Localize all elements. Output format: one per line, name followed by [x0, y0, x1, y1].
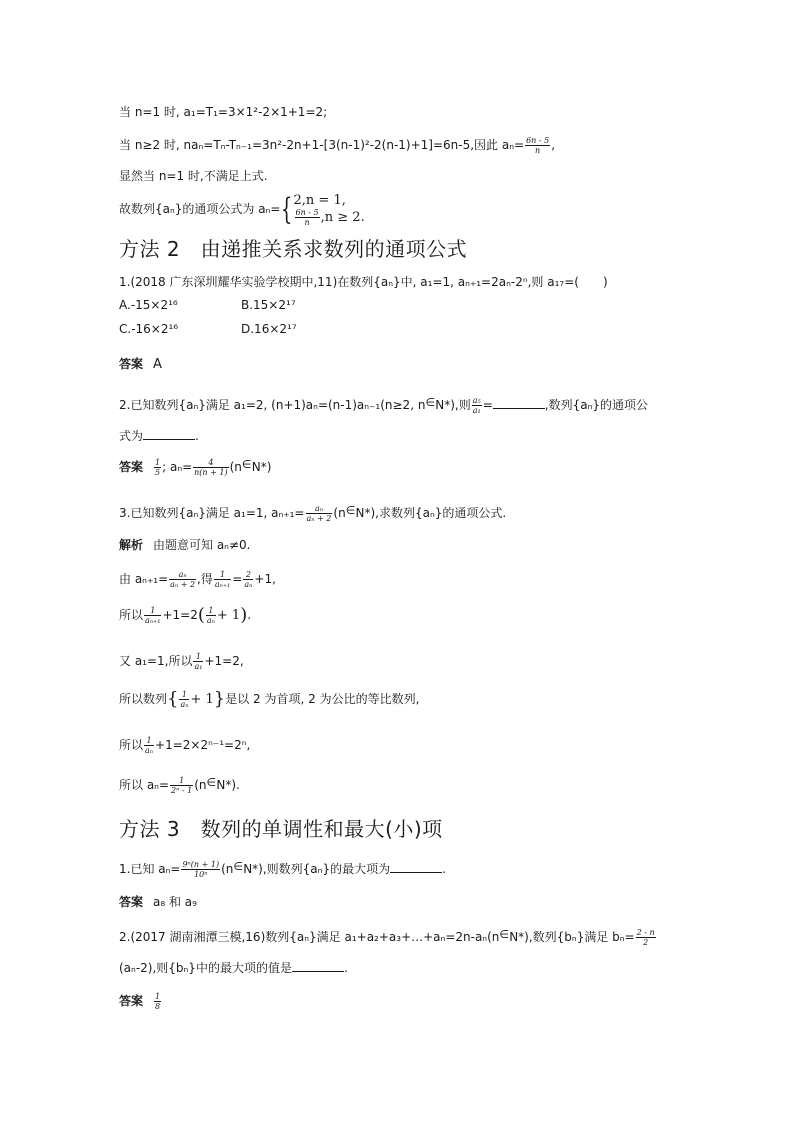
- s2-question-2-end: ,数列{aₙ}的通项公: [544, 398, 649, 412]
- fraction-6n-5-over-n: [525, 136, 550, 155]
- fraction: [170, 776, 193, 795]
- fraction-numerator: 1: [170, 776, 193, 786]
- s2-question-2-mid: N*),则: [435, 398, 471, 412]
- solution-line-4-end: +1=2,: [204, 654, 244, 668]
- option-c: C.-16×2¹⁶: [119, 322, 179, 336]
- fraction: [179, 690, 189, 709]
- solution-line-6-text: 所以: [119, 738, 144, 752]
- period: .: [195, 429, 199, 443]
- solution-line-6: [119, 736, 250, 755]
- solution-line-7-text: 所以 aₙ=: [119, 778, 170, 792]
- fraction-denominator: n: [304, 217, 310, 227]
- case-2-condition: ,n ≥ 2.: [320, 209, 365, 225]
- answer-label: 答案: [119, 460, 144, 474]
- equals-sign: =: [232, 572, 243, 586]
- fraction: [144, 606, 161, 625]
- fraction-numerator: 4: [193, 458, 228, 468]
- right-paren: ): [240, 604, 248, 626]
- answer-blank[interactable]: [493, 398, 545, 409]
- case-1: 2,n = 1,: [293, 192, 346, 208]
- fraction-a5-over-a1: [472, 396, 482, 415]
- fraction-numerator: 9ⁿ(n + 1): [182, 860, 220, 869]
- fraction-numerator: a₅: [472, 396, 481, 405]
- s3-question-1: [119, 860, 446, 879]
- intro-line-4: [119, 192, 365, 226]
- solution-line-3-text: 所以: [119, 608, 144, 622]
- s3-question-2-line-2-text: (aₙ-2),则{bₙ}中的最大项的值是: [119, 961, 292, 975]
- solution-line-2-text: 由 aₙ₊₁=: [119, 572, 169, 586]
- fraction-numerator: 1: [144, 736, 154, 746]
- fraction: [243, 570, 253, 589]
- fraction-numerator: 1: [155, 992, 161, 1001]
- solution-line-2: [119, 570, 276, 589]
- plus-one: + 1: [190, 692, 214, 707]
- fraction: [144, 736, 154, 755]
- fraction-an-over-an-plus-2: [306, 504, 333, 523]
- fraction-numerator: 2 - n: [636, 928, 655, 937]
- fraction: [181, 860, 220, 879]
- case-2-fraction: [295, 208, 320, 227]
- intro-line-2: [119, 136, 555, 155]
- period: .: [247, 608, 252, 622]
- fraction-numerator: 2: [243, 570, 253, 580]
- period: .: [343, 961, 348, 975]
- fraction-denominator: aₙ: [206, 616, 215, 625]
- fraction-denominator: 10ⁿ: [194, 870, 208, 879]
- element-of-glyph: ∈: [241, 458, 252, 471]
- fraction-denominator: aₙ₊₁: [145, 616, 161, 625]
- option-a: A.-15×2¹⁶: [119, 298, 178, 312]
- fraction-numerator: 1: [214, 570, 231, 580]
- s2-question-2: [119, 396, 648, 415]
- answer-label: 答案: [119, 994, 144, 1008]
- fraction-denominator: 5: [155, 468, 161, 477]
- answer-blank[interactable]: [390, 862, 442, 873]
- right-brace: }: [213, 688, 226, 710]
- answer-mid: ; aₙ=: [162, 460, 193, 474]
- solution-line-3: [119, 606, 251, 625]
- s2-question-1: [119, 274, 608, 290]
- section-3-title: 方法 3 数列的单调性和最大(小)项: [119, 817, 443, 841]
- fraction-denominator: aₙ: [145, 746, 154, 755]
- s2-q1-answer: [119, 356, 162, 373]
- answer-label: 答案: [119, 895, 144, 909]
- answer-value: A: [153, 357, 162, 372]
- intro-line-4-text: 故数列{aₙ}的通项公式为 aₙ=: [119, 202, 281, 216]
- s2-q1-options-row-1: [119, 297, 296, 313]
- fraction-denominator: 2ⁿ - 1: [171, 786, 193, 795]
- fraction-numerator: aₙ: [306, 504, 333, 514]
- s2-question-3-end: N*),求数列{aₙ}的通项公式.: [355, 506, 507, 520]
- s2-question-2-text: 2.已知数列{aₙ}满足 a₁=2, (n+1)aₙ=(n-1)aₙ₋₁(n≥2, n: [119, 398, 426, 412]
- fraction-denominator: aₙ + 2: [170, 580, 196, 589]
- fraction-denominator: a₁: [194, 662, 203, 671]
- solution-line-7-end: N*).: [216, 778, 240, 792]
- fraction-denominator: a₁: [472, 406, 481, 415]
- s2-question-2-line-2: [119, 428, 199, 444]
- fraction-denominator: 8: [155, 1002, 161, 1011]
- fraction: [206, 606, 216, 625]
- case-2: [294, 208, 365, 227]
- fraction-1-over-5: [154, 458, 161, 477]
- solution-line-5-text: 所以数列: [119, 692, 168, 706]
- solution-line-4-text: 又 a₁=1,所以: [119, 654, 193, 668]
- fraction-denominator: aₙ + 2: [306, 514, 332, 523]
- s3-q2-answer: [119, 992, 162, 1011]
- intro-line-1: [119, 104, 327, 120]
- left-paren: (: [197, 604, 205, 626]
- option-d: D.16×2¹⁷: [241, 322, 297, 336]
- answer-label: 答案: [119, 357, 144, 371]
- fraction-numerator: 6n - 5: [526, 136, 550, 145]
- element-of-glyph: ∈: [233, 860, 243, 873]
- section-2-title: 方法 2 由递推关系求数列的通项公式: [119, 237, 468, 261]
- fraction-numerator: 1: [206, 606, 216, 616]
- text-de: ,得: [197, 572, 213, 586]
- solution-line-2-end: +1,: [254, 572, 276, 586]
- element-of-glyph: ∈: [499, 928, 509, 941]
- answer-blank[interactable]: [143, 429, 195, 440]
- fraction-denominator: 2: [643, 938, 649, 947]
- fraction-1-over-8: [154, 992, 161, 1011]
- fraction-numerator: 1: [179, 690, 189, 700]
- s2-question-2-line-2-text: 式为: [119, 429, 144, 443]
- fraction-denominator: aₙ: [180, 700, 189, 709]
- element-of-glyph: ∈: [425, 396, 436, 409]
- element-of-glyph: ∈: [345, 504, 356, 517]
- fraction: [169, 570, 196, 589]
- fraction-4-over-n-n-plus-1: [193, 458, 228, 477]
- plus-one: + 1: [216, 608, 241, 623]
- solution-line-3-mid: +1=2: [162, 608, 198, 622]
- s3-question-2-text: 2.(2017 湖南湘潭三模,16)数列{aₙ}满足 a₁+a₂+a₃+…+aₙ=2n-aₙ(n: [119, 930, 500, 944]
- answer-value: a₈ 和 a₉: [153, 895, 197, 909]
- intro-line-1-text: 当 n=1 时, a₁=T₁=3×1²-2×1+1=2;: [119, 105, 328, 119]
- condition-start: (n: [194, 778, 207, 792]
- s2-question-3-text: 3.已知数列{aₙ}满足 a₁=1, aₙ₊₁=: [119, 506, 305, 520]
- equals-sign: =: [482, 398, 493, 412]
- solution-line-1-text: 由题意可知 aₙ≠0.: [153, 538, 251, 552]
- fraction-numerator: aₙ: [169, 570, 196, 580]
- answer-condition-end: N*): [251, 460, 272, 474]
- intro-line-2-text: 当 n≥2 时, naₙ=Tₙ-Tₙ₋₁=3n²-2n+1-[3(n-1)²-2(n-1)+1]=6n-5,因此 aₙ=: [119, 138, 525, 152]
- answer-condition-start: (n: [229, 460, 242, 474]
- solution-line-4: [119, 652, 244, 671]
- piecewise-cases: [294, 193, 365, 227]
- intro-line-3-text: 显然当 n=1 时,不满足上式.: [119, 169, 268, 183]
- fraction: [214, 570, 231, 589]
- solution-line-5-end: 是以 2 为首项, 2 为公比的等比数列,: [225, 692, 420, 706]
- solution-line-1: [119, 537, 250, 553]
- answer-blank[interactable]: [292, 961, 344, 972]
- element-of-glyph: ∈: [206, 776, 217, 789]
- fraction-numerator: 6n - 5: [295, 207, 319, 217]
- option-b: B.15×2¹⁷: [241, 298, 296, 312]
- solution-line-7: [119, 776, 240, 795]
- intro-line-2-end: ,: [551, 138, 556, 152]
- fraction-denominator: n(n + 1): [194, 468, 228, 477]
- fraction-denominator: n: [535, 146, 541, 155]
- left-brace: {: [281, 191, 293, 227]
- fraction: [636, 928, 656, 947]
- left-brace: {: [167, 688, 179, 710]
- s3-question-2-line-2: [119, 960, 348, 976]
- period: .: [442, 862, 446, 876]
- solution-line-5: [119, 690, 419, 709]
- fraction-numerator: 1: [144, 606, 161, 616]
- fraction-numerator: 1: [155, 458, 161, 467]
- fraction-numerator: 1: [193, 652, 203, 662]
- solution-line-6-end: +1=2×2ⁿ⁻¹=2ⁿ,: [155, 738, 251, 752]
- condition-start: (n: [333, 506, 346, 520]
- condition-start: (n: [221, 862, 234, 876]
- fraction-denominator: aₙ₊₁: [214, 580, 231, 589]
- s3-q1-answer: [119, 894, 197, 910]
- s2-q1-options-row-2: [119, 321, 297, 337]
- s3-question-1-mid: N*),则数列{aₙ}的最大项为: [243, 862, 391, 876]
- s2-question-1-text: 1.(2018 广东深圳耀华实验学校期中,11)在数列{aₙ}中, a₁=1, aₙ₊₁=2aₙ-2ⁿ,则 a₁₇=( ): [119, 275, 608, 289]
- s3-question-1-text: 1.已知 aₙ=: [119, 862, 181, 876]
- s2-question-3: [119, 504, 506, 523]
- intro-line-3: [119, 168, 268, 184]
- solution-label: 解析: [119, 538, 144, 552]
- s3-question-2: [119, 928, 657, 947]
- fraction: [193, 652, 203, 671]
- s3-question-2-mid: N*),数列{bₙ}满足 bₙ=: [509, 930, 635, 944]
- fraction-denominator: aₙ: [244, 580, 253, 589]
- s2-q2-answer: [119, 458, 271, 477]
